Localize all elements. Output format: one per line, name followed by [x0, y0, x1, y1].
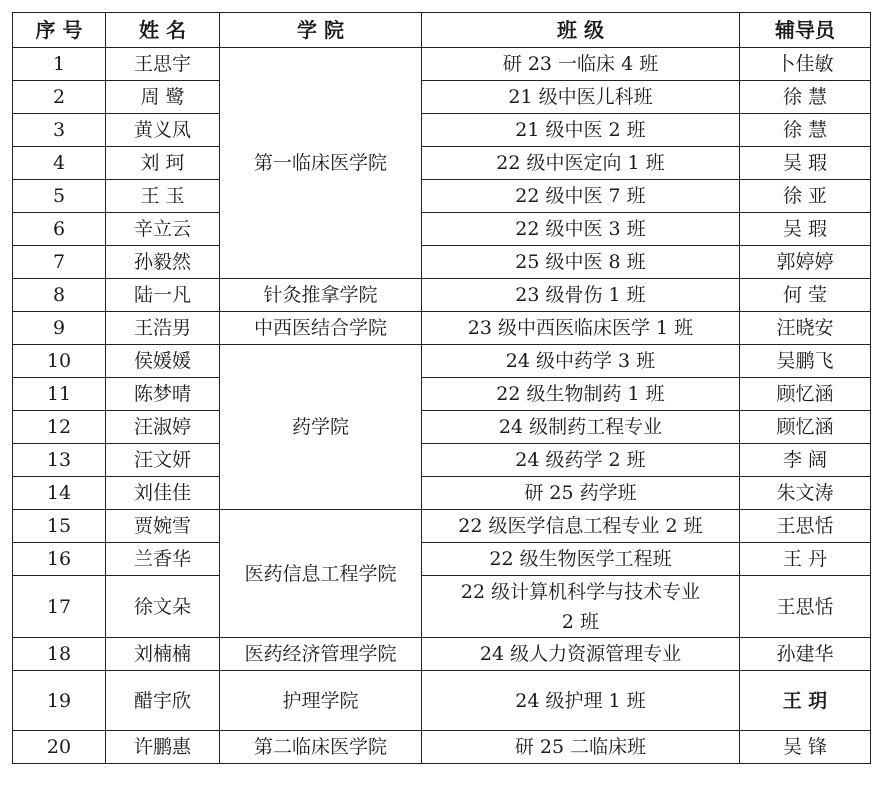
counselor-cell: 徐 亚: [740, 180, 871, 213]
table-row: [13, 81, 871, 114]
class-cell: 22 级中医 3 班: [422, 213, 740, 246]
student-name: 王 玉: [106, 180, 220, 213]
table-row: [13, 114, 871, 147]
student-name: 汪文妍: [106, 444, 220, 477]
student-name: 孙毅然: [106, 246, 220, 279]
class-cell: 22 级生物医学工程班: [422, 543, 740, 576]
row-number: 4: [13, 147, 106, 180]
counselor-cell: 顾忆涵: [740, 378, 871, 411]
class-cell: 25 级中医 8 班: [422, 246, 740, 279]
class-cell: 22 级医学信息工程专业 2 班: [422, 510, 740, 543]
class-cell: 研 23 一临床 4 班: [422, 48, 740, 81]
student-name: 王思宇: [106, 48, 220, 81]
table-row: [13, 246, 871, 279]
student-name: 陈梦晴: [106, 378, 220, 411]
counselor-cell: 何 莹: [740, 279, 871, 312]
class-cell: 21 级中医儿科班: [422, 81, 740, 114]
table-row: [13, 543, 871, 576]
college-cell: 医药信息工程学院: [220, 510, 422, 638]
college-cell: 第一临床医学院: [220, 48, 422, 279]
counselor-cell: 吴 瑕: [740, 213, 871, 246]
row-number: 2: [13, 81, 106, 114]
counselor-cell: 王 玥: [740, 671, 871, 731]
class-cell: 24 级中药学 3 班: [422, 345, 740, 378]
row-number: 18: [13, 638, 106, 671]
counselor-cell: 王思恬: [740, 510, 871, 543]
student-counselor-table: [12, 12, 871, 764]
college-cell: 针灸推拿学院: [220, 279, 422, 312]
class-cell: 22 级中医 7 班: [422, 180, 740, 213]
counselor-cell: 郭婷婷: [740, 246, 871, 279]
table-row: [13, 279, 871, 312]
table-body: [13, 48, 871, 764]
table-row: [13, 48, 871, 81]
table-row: [13, 731, 871, 764]
student-name: 刘 珂: [106, 147, 220, 180]
counselor-cell: 王思恬: [740, 576, 871, 638]
college-cell: 护理学院: [220, 671, 422, 731]
table-header: [13, 13, 871, 48]
header-name: 姓 名: [106, 13, 220, 48]
header-college: 学 院: [220, 13, 422, 48]
class-cell: 24 级药学 2 班: [422, 444, 740, 477]
table-row: [13, 411, 871, 444]
row-number: 13: [13, 444, 106, 477]
counselor-cell: 吴鹏飞: [740, 345, 871, 378]
table-row: [13, 180, 871, 213]
student-name: 黄义凤: [106, 114, 220, 147]
class-cell: 研 25 药学班: [422, 477, 740, 510]
student-name: 侯媛媛: [106, 345, 220, 378]
student-name: 刘佳佳: [106, 477, 220, 510]
header-row: [13, 13, 871, 48]
table-row: [13, 638, 871, 671]
table-row: [13, 671, 871, 731]
student-name: 周 鹭: [106, 81, 220, 114]
table-row: [13, 444, 871, 477]
student-name: 刘楠楠: [106, 638, 220, 671]
row-number: 10: [13, 345, 106, 378]
row-number: 12: [13, 411, 106, 444]
counselor-cell: 徐 慧: [740, 81, 871, 114]
header-class: 班 级: [422, 13, 740, 48]
row-number: 15: [13, 510, 106, 543]
counselor-cell: 汪晓安: [740, 312, 871, 345]
class-cell: 24 级制药工程专业: [422, 411, 740, 444]
counselor-cell: 朱文涛: [740, 477, 871, 510]
row-number: 14: [13, 477, 106, 510]
student-name: 徐文朵: [106, 576, 220, 638]
counselor-cell: 孙建华: [740, 638, 871, 671]
college-cell: 第二临床医学院: [220, 731, 422, 764]
class-cell: 24 级护理 1 班: [422, 671, 740, 731]
row-number: 7: [13, 246, 106, 279]
counselor-cell: 李 阔: [740, 444, 871, 477]
class-cell: 22 级计算机科学与技术专业 2 班: [422, 576, 740, 638]
table-row: [13, 147, 871, 180]
class-cell: 22 级中医定向 1 班: [422, 147, 740, 180]
student-name: 醋宇欣: [106, 671, 220, 731]
row-number: 6: [13, 213, 106, 246]
student-name: 汪淑婷: [106, 411, 220, 444]
table-row: [13, 312, 871, 345]
header-seq: 序 号: [13, 13, 106, 48]
counselor-cell: 卜佳敏: [740, 48, 871, 81]
row-number: 5: [13, 180, 106, 213]
row-number: 16: [13, 543, 106, 576]
row-number: 1: [13, 48, 106, 81]
student-name: 王浩男: [106, 312, 220, 345]
counselor-cell: 徐 慧: [740, 114, 871, 147]
class-cell: 21 级中医 2 班: [422, 114, 740, 147]
college-cell: 医药经济管理学院: [220, 638, 422, 671]
table-row: [13, 576, 871, 638]
table-row: [13, 510, 871, 543]
row-number: 20: [13, 731, 106, 764]
header-counselor: 辅导员: [740, 13, 871, 48]
student-name: 许鹏惠: [106, 731, 220, 764]
table-row: [13, 345, 871, 378]
class-cell: 22 级生物制药 1 班: [422, 378, 740, 411]
class-cell: 24 级人力资源管理专业: [422, 638, 740, 671]
student-name: 陆一凡: [106, 279, 220, 312]
row-number: 3: [13, 114, 106, 147]
class-cell: 23 级骨伤 1 班: [422, 279, 740, 312]
table-row: [13, 213, 871, 246]
row-number: 19: [13, 671, 106, 731]
counselor-cell: 顾忆涵: [740, 411, 871, 444]
college-cell: 药学院: [220, 345, 422, 510]
counselor-cell: 吴 锋: [740, 731, 871, 764]
row-number: 17: [13, 576, 106, 638]
student-name: 贾婉雪: [106, 510, 220, 543]
college-cell: 中西医结合学院: [220, 312, 422, 345]
table-row: [13, 378, 871, 411]
counselor-cell: 王 丹: [740, 543, 871, 576]
class-cell: 23 级中西医临床医学 1 班: [422, 312, 740, 345]
row-number: 9: [13, 312, 106, 345]
row-number: 11: [13, 378, 106, 411]
student-name: 兰香华: [106, 543, 220, 576]
counselor-cell: 吴 瑕: [740, 147, 871, 180]
student-name: 辛立云: [106, 213, 220, 246]
class-cell: 研 25 二临床班: [422, 731, 740, 764]
row-number: 8: [13, 279, 106, 312]
table-row: [13, 477, 871, 510]
